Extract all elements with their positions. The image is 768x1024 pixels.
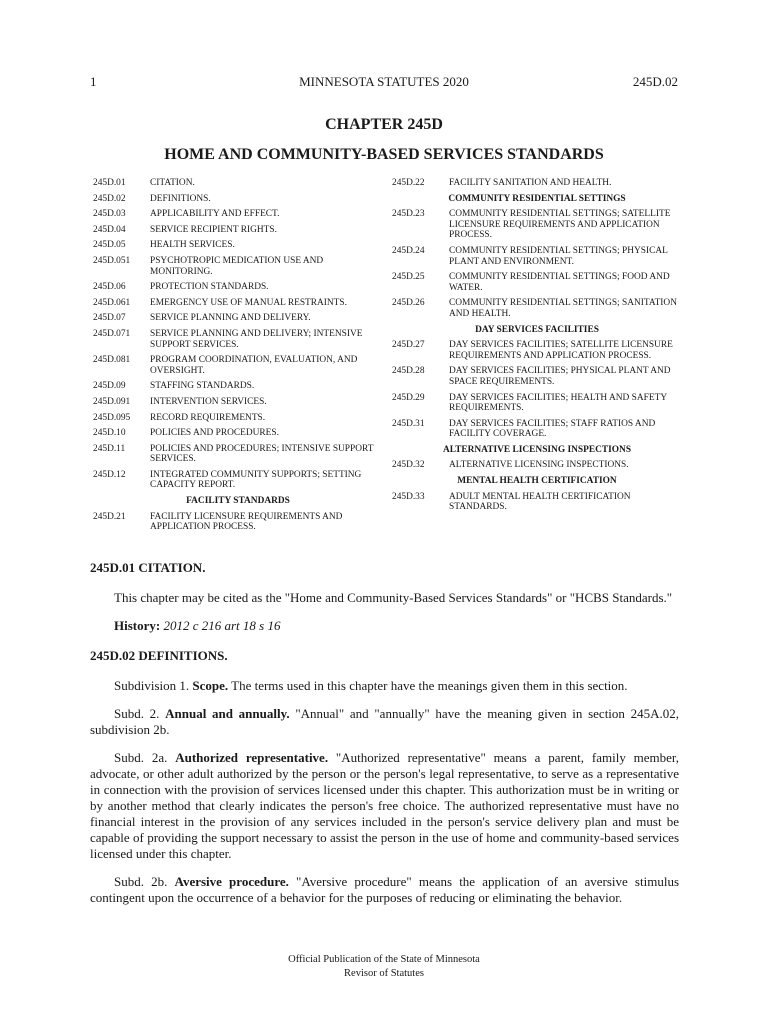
toc-section-title: CITATION. — [150, 178, 195, 188]
toc-section-title: INTEGRATED COMMUNITY SUPPORTS; SETTING CAPACITY REPORT. — [150, 469, 362, 491]
toc-section-number: 245D.22 — [392, 178, 425, 188]
toc-entry — [93, 355, 383, 376]
toc-entry — [93, 209, 383, 220]
toc-entry — [93, 282, 383, 293]
toc-section-number: 245D.24 — [392, 245, 425, 256]
toc-section-number: 245D.32 — [392, 460, 425, 471]
toc-section-number: 245D.28 — [392, 366, 425, 377]
toc-entry — [93, 444, 383, 465]
page-number: 1 — [90, 74, 97, 89]
toc-section-title: DEFINITIONS. — [150, 193, 211, 204]
toc-group-heading: COMMUNITY RESIDENTIAL SETTINGS — [448, 193, 626, 204]
toc-section-title: PROTECTION STANDARDS. — [150, 282, 269, 293]
toc-section-number: 245D.04 — [93, 224, 126, 235]
chapter-title: HOME AND COMMUNITY-BASED SERVICES STANDARDS — [164, 146, 604, 163]
toc-entry — [392, 178, 682, 189]
statute-body — [90, 560, 679, 918]
page-header — [90, 74, 678, 94]
section-heading-definitions: 245D.02 DEFINITIONS. — [90, 648, 228, 663]
toc-section-title: HEALTH SERVICES. — [150, 240, 235, 251]
toc-section-title: COMMUNITY RESIDENTIAL SETTINGS; PHYSICAL PLANT AND ENVIRONMENT. — [449, 245, 668, 267]
toc-entry — [93, 256, 383, 277]
toc-entry — [392, 272, 682, 293]
toc-entry — [93, 225, 383, 236]
subdivision-number: Subd. 2a. — [114, 750, 176, 765]
toc-entry — [392, 419, 682, 440]
defined-term: Scope. — [192, 678, 229, 693]
subdivision-number: Subd. 2. — [114, 706, 166, 721]
toc-entry — [93, 381, 383, 392]
definition-subdivision — [90, 678, 679, 694]
toc-section-number: 245D.02 — [93, 193, 126, 204]
toc-section-title: SERVICE PLANNING AND DELIVERY. — [150, 313, 311, 324]
definition-subdivision — [90, 750, 679, 862]
toc-section-title: EMERGENCY USE OF MANUAL RESTRAINTS. — [150, 297, 347, 308]
toc-section-number: 245D.11 — [93, 443, 126, 454]
toc-section-number: 245D.23 — [392, 209, 425, 220]
footer-publication: Official Publication of the State of Minnesota — [288, 954, 480, 965]
subdivision-number: Subdivision 1. — [114, 678, 193, 693]
toc-section-title: PSYCHOTROPIC MEDICATION USE AND MONITORING. — [150, 255, 324, 277]
toc-entry — [93, 313, 383, 324]
toc-entry — [93, 194, 383, 205]
definition-text: The terms used in this chapter have the meanings given them in this section. — [228, 678, 628, 693]
toc-entry — [93, 470, 383, 491]
definition-text: "Annual" and "annually" have the meaning given in section 245A.02, subdivision 2b. — [90, 706, 679, 737]
toc-section-title: RECORD REQUIREMENTS. — [150, 412, 266, 423]
toc-group-heading: MENTAL HEALTH CERTIFICATION — [457, 476, 617, 487]
toc-section-number: 245D.10 — [93, 428, 126, 439]
toc-section-title: COMMUNITY RESIDENTIAL SETTINGS; FOOD AND WATER. — [449, 272, 670, 293]
history-label: History: — [114, 618, 161, 633]
toc-section-title: APPLICABILITY AND EFFECT. — [150, 209, 280, 220]
toc-section-number: 245D.061 — [93, 297, 131, 308]
toc-section-number: 245D.06 — [93, 282, 126, 293]
definition-subdivision — [90, 874, 679, 906]
toc-entry — [93, 178, 383, 189]
toc-entry — [392, 298, 682, 319]
toc-entry — [392, 492, 682, 513]
toc-section-title: ALTERNATIVE LICENSING INSPECTIONS. — [449, 460, 629, 471]
toc-entry — [93, 397, 383, 408]
toc-section-number: 245D.29 — [392, 392, 425, 403]
toc-section-title: DAY SERVICES FACILITIES; SATELLITE LICENSURE REQUIREMENTS AND APPLICATION PROCESS. — [449, 340, 673, 361]
history-value: 2012 c 216 art 18 s 16 — [163, 618, 281, 633]
defined-term: Aversive procedure. — [174, 874, 289, 889]
toc-section-number: 245D.07 — [93, 313, 126, 324]
toc-section-number: 245D.051 — [93, 255, 131, 266]
toc-section-title: SERVICE PLANNING AND DELIVERY; INTENSIVE SUPPORT SERVICES. — [150, 328, 363, 350]
toc-section-number: 245D.09 — [93, 381, 126, 392]
toc-entry — [93, 298, 383, 309]
toc-section-title: COMMUNITY RESIDENTIAL SETTINGS; SANITATION AND HEALTH. — [449, 298, 677, 319]
citation-paragraph: This chapter may be cited as the "Home and Community-Based Services Standards" or "HCBS Standards." — [114, 590, 673, 605]
toc-section-title: SERVICE RECIPIENT RIGHTS. — [150, 224, 277, 235]
toc-group-heading: FACILITY STANDARDS — [186, 496, 290, 507]
subdivision-number: Subd. 2b. — [114, 874, 175, 889]
toc-entry — [392, 340, 682, 361]
toc-entry — [392, 209, 682, 241]
toc-section-number: 245D.33 — [392, 491, 425, 502]
chapter-number: CHAPTER 245D — [325, 116, 443, 133]
toc-section-title: DAY SERVICES FACILITIES; HEALTH AND SAFETY REQUIREMENTS. — [449, 392, 667, 414]
toc-section-title: FACILITY SANITATION AND HEALTH. — [449, 178, 612, 188]
toc-section-title: COMMUNITY RESIDENTIAL SETTINGS; SATELLITE LICENSURE REQUIREMENTS AND APPLICATION PROCESS. — [449, 209, 671, 241]
toc-section-number: 245D.12 — [93, 469, 126, 480]
toc-group-heading: DAY SERVICES FACILITIES — [475, 324, 599, 335]
toc-group-heading: ALTERNATIVE LICENSING INSPECTIONS — [442, 444, 632, 455]
toc-section-number: 245D.081 — [93, 355, 131, 366]
section-heading-citation: 245D.01 CITATION. — [90, 560, 206, 575]
toc-section-number: 245D.31 — [392, 418, 425, 429]
toc-section-number: 245D.25 — [392, 272, 425, 283]
running-section: 245D.02 — [632, 74, 678, 89]
toc-entry — [392, 366, 682, 387]
toc-entry — [392, 393, 682, 414]
toc-section-number: 245D.095 — [93, 412, 131, 423]
toc-entry — [93, 240, 383, 251]
toc-section-number: 245D.01 — [93, 178, 126, 188]
toc-section-title: STAFFING STANDARDS. — [150, 381, 255, 392]
toc-right-column — [392, 178, 682, 518]
definition-subdivision — [90, 706, 679, 738]
toc-entry — [392, 246, 682, 267]
toc-left-column — [93, 178, 383, 538]
defined-term: Annual and annually. — [165, 706, 290, 721]
definition-text: "Authorized representative" means a parent, family member, advocate, or other adult authorized by the person or the person's legal representative, to serve as a representative in connection with the provision of services licensed under this chapter. This authorization must be in writing or by another method that clearly indicates the person's free choice. The authorized representative must have no financial interest in the provision of any services included in the person's service delivery plan and must be capable of providing the support necessary to assist the person in the use of home and community-based services licensed under this chapter. — [90, 750, 679, 861]
toc-section-number: 245D.091 — [93, 396, 131, 407]
toc-section-title: POLICIES AND PROCEDURES; INTENSIVE SUPPORT SERVICES. — [150, 443, 374, 465]
toc-section-title: ADULT MENTAL HEALTH CERTIFICATION STANDARDS. — [449, 491, 631, 513]
toc-section-title: FACILITY LICENSURE REQUIREMENTS AND APPLICATION PROCESS. — [150, 511, 343, 533]
toc-entry — [93, 428, 383, 439]
running-title: MINNESOTA STATUTES 2020 — [299, 74, 469, 89]
toc-section-title: PROGRAM COORDINATION, EVALUATION, AND OVERSIGHT. — [150, 355, 358, 376]
definitions-list — [90, 678, 679, 906]
definition-text: "Aversive procedure" means the application of an aversive stimulus contingent upon the occurrence of a behavior for the purposes of reducing or eliminating the behavior. — [90, 874, 680, 905]
footer-revisor: Revisor of Statutes — [344, 968, 424, 979]
toc-section-title: INTERVENTION SERVICES. — [150, 396, 267, 407]
toc-section-title: DAY SERVICES FACILITIES; STAFF RATIOS AND FACILITY COVERAGE. — [449, 418, 656, 440]
toc-section-number: 245D.26 — [392, 298, 425, 309]
toc-section-title: DAY SERVICES FACILITIES; PHYSICAL PLANT AND SPACE REQUIREMENTS. — [449, 366, 671, 387]
toc-section-title: POLICIES AND PROCEDURES. — [150, 428, 279, 439]
toc-section-number: 245D.21 — [93, 511, 126, 522]
page-footer — [0, 953, 768, 981]
toc-section-number: 245D.05 — [93, 240, 126, 251]
toc-section-number: 245D.071 — [93, 328, 131, 339]
defined-term: Authorized representative. — [175, 750, 329, 765]
toc-entry — [392, 460, 682, 471]
history-line — [90, 618, 679, 634]
toc-entry — [93, 413, 383, 424]
toc-entry — [93, 512, 383, 533]
toc-entry — [93, 329, 383, 350]
toc-section-number: 245D.27 — [392, 340, 425, 351]
toc-section-number: 245D.03 — [93, 209, 126, 220]
